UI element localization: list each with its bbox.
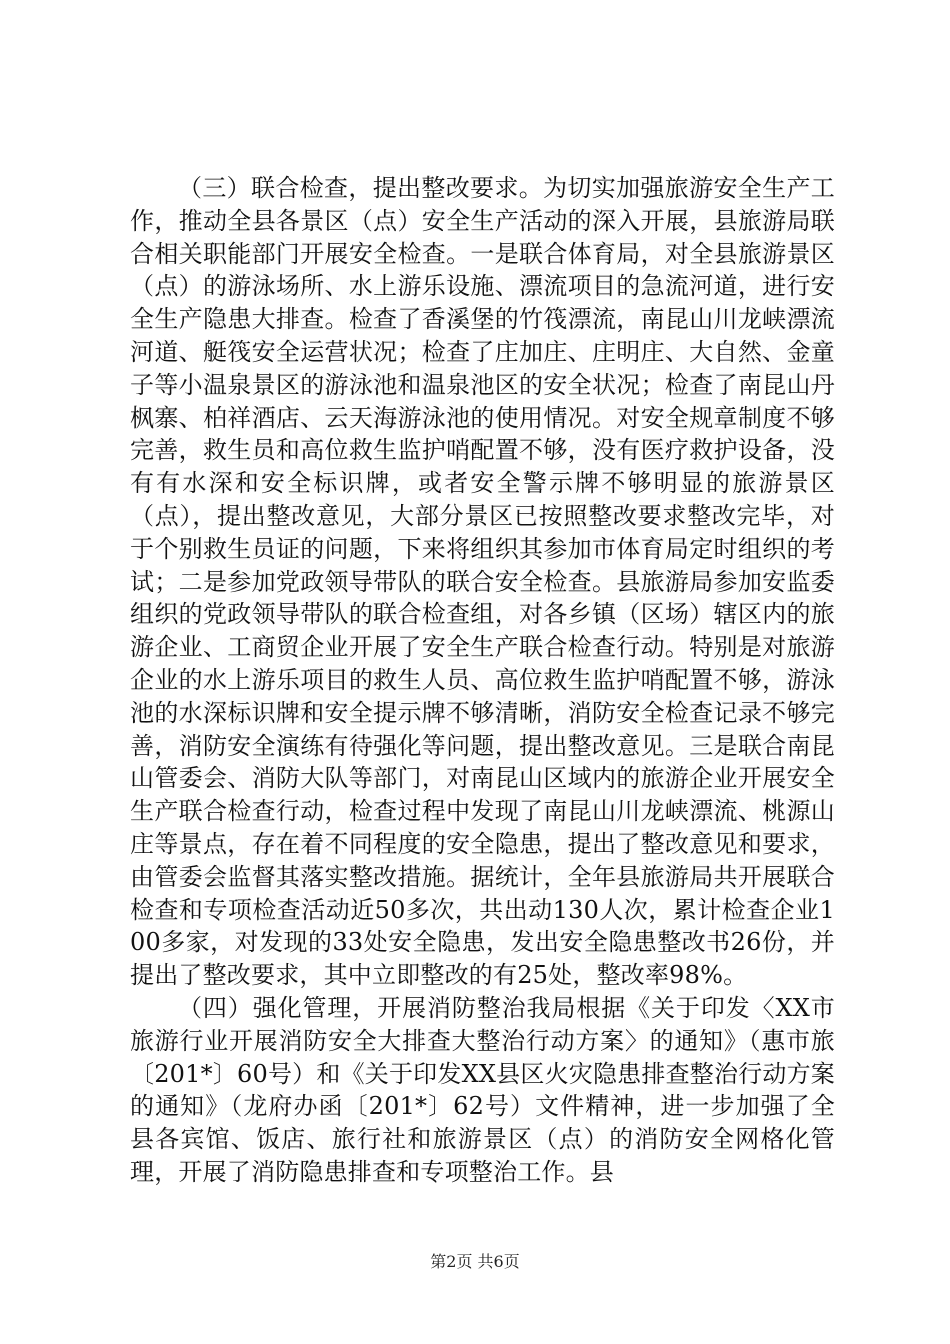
paragraph-fire-management: （四）强化管理，开展消防整治我局根据《关于印发〈XX市旅游行业开展消防安全大排查大整治行动方案〉的通知》（惠市旅〔201*〕60号）和《关于印发XX县区火灾隐患排查整治行动方案的通知》（龙府办函〔201*〕62号）文件精神，进一步加强了全县各宾馆、饭店、旅行社和旅游景区（点）的消防安全网格化管理，开展了消防隐患排查和专项整治工作。县 xyxy=(130,993,835,1186)
document-body xyxy=(130,172,835,1189)
page-number: 第2页 共6页 xyxy=(430,1252,520,1271)
paragraph-joint-inspection: （三）联合检查，提出整改要求。为切实加强旅游安全生产工作，推动全县各景区（点）安全生产活动的深入开展，县旅游局联合相关职能部门开展安全检查。一是联合体育局，对全县旅游景区（点）的游泳场所、水上游乐设施、漂流项目的急流河道，进行安全生产隐患大排查。检查了香溪堡的竹筏漂流，南昆山川龙峡漂流河道、艇筏安全运营状况；检查了庄加庄、庄明庄、大自然、金童子等小温泉景区的游泳池和温泉池区的安全状况；检查了南昆山丹枫寨、柏祥酒店、云天海游泳池的使用情况。对安全规章制度不够完善，救生员和高位救生监护哨配置不够，没有医疗救护设备，没有有水深和安全标识牌，或者安全警示牌不够明显的旅游景区（点），提出整改意见，大部分景区已按照整改要求整改完毕，对于个别救生员证的问题，下来将组织其参加市体育局定时组织的考试；二是参加党政领导带队的联合安全检查。县旅游局参加安监委组织的党政领导带队的联合检查组，对各乡镇（区场）辖区内的旅游企业、工商贸企业开展了安全生产联合检查行动。特别是对旅游企业的水上游乐项目的救生人员、高位救生监护哨配置不够，游泳池的水深标识牌和安全提示牌不够清晰，消防安全检查记录不够完善，消防安全演练有待强化等问题，提出整改意见。三是联合南昆山管委会、消防大队等部门，对南昆山区域内的旅游企业开展安全生产联合检查行动，检查过程中发现了南昆山川龙峡漂流、桃源山庄等景点，存在着不同程度的安全隐患，提出了整改意见和要求，由管委会监督其落实整改措施。据统计，全年县旅游局共开展联合检查和专项检查活动近50多次，共出动130人次，累计检查企业100多家，对发现的33处安全隐患，发出安全隐患整改书26份，并提出了整改要求，其中立即整改的有25处，整改率98%。 xyxy=(130,174,835,990)
page-footer xyxy=(0,1252,950,1272)
